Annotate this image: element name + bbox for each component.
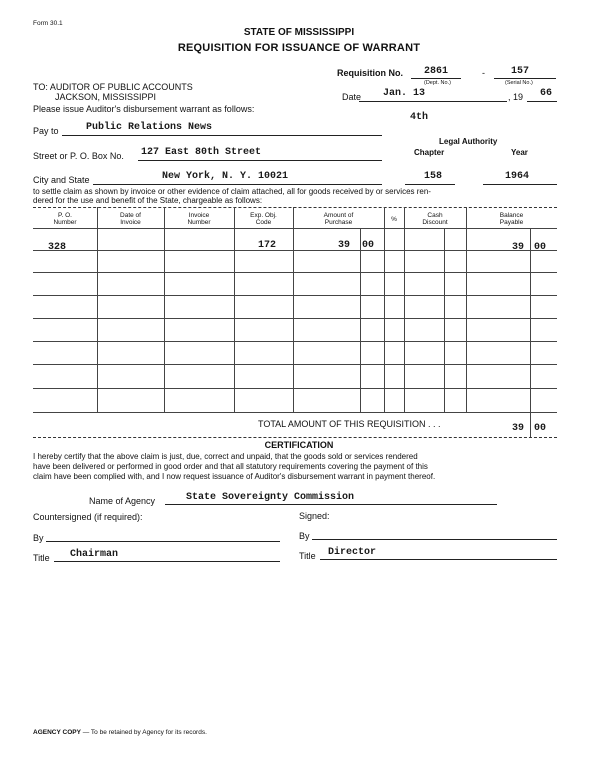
footer-agency-copy: AGENCY COPY bbox=[33, 729, 81, 736]
state-heading: STATE OF MISSISSIPPI bbox=[243, 27, 355, 38]
date-value: Jan. 13 bbox=[383, 88, 426, 99]
certification-line1: I hereby certify that the above claim is just, due, correct and unpaid, that the goods sold or services rendered bbox=[33, 452, 418, 461]
requisition-dash: - bbox=[482, 68, 485, 78]
certification-heading: CERTIFICATION bbox=[264, 440, 334, 450]
header-exp-obj-code: Exp. Obj. Code bbox=[250, 212, 277, 226]
dept-no-value: 2861 bbox=[424, 66, 449, 77]
by-label-left: By bbox=[33, 533, 44, 543]
total-dollars: 39 bbox=[512, 423, 525, 434]
year-label: Year bbox=[511, 148, 528, 157]
pay-to-value: Public Relations News bbox=[86, 122, 213, 133]
please-issue-text: Please issue Auditor's disbursement warrant as follows: bbox=[33, 104, 255, 114]
header-po-number: P. O. Number bbox=[53, 212, 77, 226]
title-label-right: Title bbox=[299, 551, 316, 561]
by-label-right: By bbox=[299, 531, 310, 541]
chapter-label: Chapter bbox=[414, 148, 445, 157]
to-auditor-line1: TO: AUDITOR OF PUBLIC ACCOUNTS bbox=[33, 82, 193, 92]
certification-line3: claim have been complied with, and I now request issuance of Auditor's disbursement warrant in payment thereof. bbox=[33, 472, 436, 481]
legal-authority-ordinal: 4th bbox=[410, 112, 429, 123]
header-date-of-invoice: Date of Invoice bbox=[120, 212, 141, 226]
street-value: 127 East 80th Street bbox=[141, 147, 262, 158]
row1-balance-cents: 00 bbox=[534, 242, 547, 253]
total-cents: 00 bbox=[534, 423, 547, 434]
title-left-value: Chairman bbox=[70, 549, 119, 560]
row1-exp-code: 172 bbox=[258, 240, 277, 251]
page-title: REQUISITION FOR ISSUANCE OF WARRANT bbox=[177, 42, 421, 54]
title-label-left: Title bbox=[33, 553, 50, 563]
requisition-label: Requisition No. bbox=[337, 68, 403, 78]
title-right-value: Director bbox=[328, 547, 377, 558]
row1-balance-dollars: 39 bbox=[512, 242, 525, 253]
header-percent: % bbox=[391, 216, 397, 223]
total-label: TOTAL AMOUNT OF THIS REQUISITION . . . bbox=[258, 419, 441, 429]
row1-amount-cents: 00 bbox=[362, 240, 375, 251]
header-balance-payable: Balance Payable bbox=[499, 212, 524, 226]
header-amount-of-purchase: Amount of Purchase bbox=[323, 212, 354, 226]
city-value: New York, N. Y. 10021 bbox=[162, 171, 289, 182]
legal-year-value: 1964 bbox=[505, 171, 530, 182]
row1-po-number: 328 bbox=[48, 242, 67, 253]
serial-no-caption: (Serial No.) bbox=[505, 80, 533, 86]
legal-authority-label: Legal Authority bbox=[439, 137, 498, 146]
serial-no-value: 157 bbox=[511, 66, 530, 77]
header-cash-discount: Cash Discount bbox=[422, 212, 448, 226]
row1-amount-dollars: 39 bbox=[338, 240, 351, 251]
certification-line2: have been delivered or performed in good order and that all statutory requirements covering the payment of this bbox=[33, 462, 428, 471]
street-label: Street or P. O. Box No. bbox=[33, 151, 124, 161]
pay-to-label: Pay to bbox=[33, 126, 59, 136]
date-label: Date bbox=[342, 92, 362, 102]
countersigned-label: Countersigned (if required): bbox=[33, 512, 143, 522]
header-invoice-number: Invoice Number bbox=[187, 212, 211, 226]
form-number: Form 30.1 bbox=[33, 20, 63, 27]
settle-text-2: dered for the use and benefit of the State, chargeable as follows: bbox=[33, 196, 263, 205]
chapter-value: 158 bbox=[424, 171, 443, 182]
agency-value: State Sovereignty Commission bbox=[186, 492, 355, 503]
city-label: City and State bbox=[33, 175, 90, 185]
signed-label: Signed: bbox=[299, 511, 330, 521]
settle-text-1: to settle claim as shown by invoice or other evidence of claim attached, all for goods received by or services ren- bbox=[33, 187, 431, 196]
dept-no-caption: (Dept. No.) bbox=[424, 80, 451, 86]
to-auditor-line2: JACKSON, MISSISSIPPI bbox=[55, 92, 157, 102]
footer-retain-text: — To be retained by Agency for its records. bbox=[80, 729, 207, 736]
date-year-prefix: , 19 bbox=[508, 92, 524, 102]
footer-note bbox=[33, 729, 207, 736]
agency-label: Name of Agency bbox=[89, 496, 156, 506]
date-year-value: 66 bbox=[540, 88, 553, 99]
